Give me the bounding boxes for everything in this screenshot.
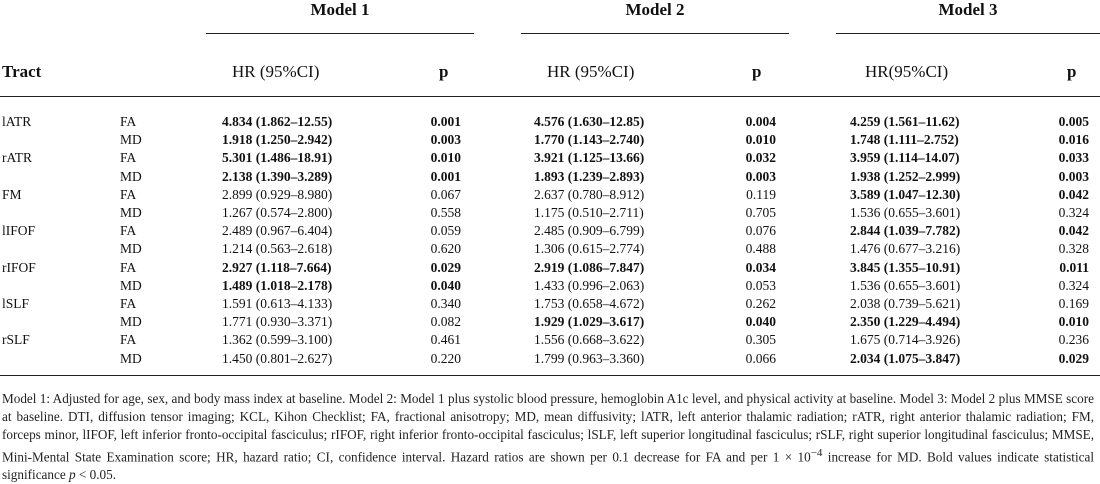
hr-cell-model-2: 1.753 (0.658–4.672): [534, 296, 645, 311]
footnote-main: Model 1: Adjusted for age, sex, and body mass index at baseline. Model 2: Model 1 plus systolic blood pressure, hemoglobin A1c level, and physical activity at baseline. Model 3: Model 2 plus MMSE score at baseline. DTI, diffusion tensor imaging; KCL, Kihon Checklist; FA, fractional anisotropy; MD, mean diffusivity; lATR, left anterior thalamic radiation; rATR, right anterior thalamic radiation; FM, forceps minor, lIFOF, left inferior fronto-occipital fasciculus; rIFOF, right inferior fronto-occipital fasciculus; lSLF, left superior longitudinal fasciculus; rSLF, right superior longitudinal fasciculus; MMSE, Mini-Mental State Examination score; HR, hazard ratio; CI, confidence interval. Hazard ratios are shown per 0.1 decrease for FA and per 1 × 10: [2, 391, 1094, 465]
hr-cell-model-1: 1.918 (1.250–2.942): [222, 132, 333, 147]
measure-label: MD: [120, 132, 142, 147]
p-header-model-1: p: [439, 62, 449, 81]
model-2-rule: [521, 33, 789, 34]
p-cell-model-2: 0.034: [745, 260, 776, 275]
p-cell-model-1: 0.558: [430, 205, 461, 220]
footnote-p-symbol: p: [69, 467, 76, 483]
hr-cell-model-1: 1.489 (1.018–2.178): [222, 278, 333, 293]
hr-cell-model-3: 3.845 (1.355–10.91): [850, 260, 961, 275]
measure-label: FA: [120, 150, 137, 165]
hr-cell-model-2: 1.929 (1.029–3.617): [534, 314, 645, 329]
hr-cell-model-3: 1.675 (0.714–3.926): [850, 332, 961, 347]
measure-label: FA: [120, 223, 137, 238]
tract-name: lATR: [2, 114, 32, 129]
hr-cell-model-3: 1.476 (0.677–3.216): [850, 241, 961, 256]
hr-cell-model-2: 1.799 (0.963–3.360): [534, 351, 645, 366]
p-cell-model-1: 0.620: [430, 241, 461, 256]
p-cell-model-2: 0.262: [745, 296, 776, 311]
hr-cell-model-1: 1.450 (0.801–2.627): [222, 351, 333, 366]
p-cell-model-1: 0.010: [430, 150, 461, 165]
footnote-exponent: −4: [810, 447, 823, 459]
tract-name: lSLF: [2, 296, 30, 311]
p-cell-model-2: 0.032: [745, 150, 776, 165]
hr-cell-model-3: 1.536 (0.655–3.601): [850, 278, 961, 293]
hr-cell-model-2: 1.433 (0.996–2.063): [534, 278, 645, 293]
hr-cell-model-3: 3.959 (1.114–14.07): [850, 150, 960, 165]
hr-header-model-2: HR (95%CI): [547, 62, 635, 81]
hr-cell-model-1: 1.591 (0.613–4.133): [222, 296, 333, 311]
p-cell-model-1: 0.003: [430, 132, 461, 147]
p-cell-model-2: 0.003: [745, 169, 776, 184]
model-3-rule: [836, 33, 1100, 34]
hr-cell-model-1: 2.927 (1.118–7.664): [222, 260, 332, 275]
table-footnote: [2, 390, 1094, 484]
tract-name: rSLF: [2, 332, 30, 347]
hr-cell-model-2: 1.770 (1.143–2.740): [534, 132, 645, 147]
p-cell-model-3: 0.324: [1058, 205, 1089, 220]
hr-cell-model-1: 1.267 (0.574–2.800): [222, 205, 333, 220]
hr-cell-model-3: 2.038 (0.739–5.621): [850, 296, 961, 311]
hr-cell-model-1: 4.834 (1.862–12.55): [222, 114, 333, 129]
p-cell-model-2: 0.010: [745, 132, 776, 147]
tract-header: Tract: [2, 62, 42, 81]
tract-name: FM: [2, 187, 22, 202]
hr-cell-model-2: 1.306 (0.615–2.774): [534, 241, 645, 256]
model-1-header: Model 1: [310, 0, 370, 19]
hr-cell-model-1: 1.362 (0.599–3.100): [222, 332, 333, 347]
header-rule: [0, 96, 1100, 97]
p-header-model-2: p: [752, 62, 762, 81]
p-cell-model-1: 0.001: [430, 114, 461, 129]
p-cell-model-3: 0.169: [1058, 296, 1089, 311]
footnote-threshold: < 0.05.: [75, 467, 117, 483]
p-cell-model-2: 0.488: [745, 241, 776, 256]
p-cell-model-1: 0.220: [430, 351, 461, 366]
p-cell-model-3: 0.005: [1058, 114, 1089, 129]
model-3-header: Model 3: [938, 0, 998, 19]
hr-cell-model-3: 3.589 (1.047–12.30): [850, 187, 961, 202]
p-cell-model-3: 0.042: [1058, 223, 1089, 238]
hr-cell-model-3: 2.034 (1.075–3.847): [850, 351, 961, 366]
tract-name: lIFOF: [2, 223, 36, 238]
hr-cell-model-2: 1.556 (0.668–3.622): [534, 332, 645, 347]
p-cell-model-1: 0.067: [430, 187, 461, 202]
hr-header-model-3: HR(95%CI): [865, 62, 949, 81]
hr-cell-model-1: 1.771 (0.930–3.371): [222, 314, 333, 329]
p-cell-model-1: 0.001: [430, 169, 461, 184]
hr-cell-model-2: 2.919 (1.086–7.847): [534, 260, 645, 275]
hr-cell-model-3: 2.350 (1.229–4.494): [850, 314, 961, 329]
hr-cell-model-3: 1.536 (0.655–3.601): [850, 205, 961, 220]
p-cell-model-2: 0.004: [745, 114, 776, 129]
measure-label: FA: [120, 332, 137, 347]
p-cell-model-3: 0.010: [1058, 314, 1089, 329]
hr-header-model-1: HR (95%CI): [232, 62, 320, 81]
bottom-rule: [0, 375, 1100, 376]
hr-cell-model-2: 2.637 (0.780–8.912): [534, 187, 645, 202]
hr-cell-model-1: 2.138 (1.390–3.289): [222, 169, 333, 184]
p-cell-model-2: 0.040: [745, 314, 776, 329]
tract-name: rIFOF: [2, 260, 36, 275]
measure-label: MD: [120, 314, 142, 329]
measure-label: FA: [120, 260, 137, 275]
hr-cell-model-2: 1.175 (0.510–2.711): [534, 205, 644, 220]
p-cell-model-1: 0.461: [430, 332, 461, 347]
p-cell-model-2: 0.305: [745, 332, 776, 347]
measure-label: MD: [120, 351, 142, 366]
footnote-tail: increase for MD. Bold values indicate statistical significance: [2, 449, 1094, 483]
hr-cell-model-1: 2.489 (0.967–6.404): [222, 223, 333, 238]
p-cell-model-3: 0.042: [1058, 187, 1089, 202]
p-cell-model-3: 0.016: [1058, 132, 1089, 147]
p-cell-model-1: 0.082: [430, 314, 461, 329]
hr-cell-model-2: 1.893 (1.239–2.893): [534, 169, 645, 184]
hr-cell-model-3: 1.938 (1.252–2.999): [850, 169, 961, 184]
measure-label: MD: [120, 241, 142, 256]
measure-label: MD: [120, 205, 142, 220]
tract-name: rATR: [2, 150, 32, 165]
hr-cell-model-2: 2.485 (0.909–6.799): [534, 223, 645, 238]
p-cell-model-1: 0.340: [430, 296, 461, 311]
measure-label: FA: [120, 187, 137, 202]
p-cell-model-3: 0.236: [1058, 332, 1089, 347]
model-1-rule: [206, 33, 474, 34]
measure-label: FA: [120, 114, 137, 129]
p-cell-model-1: 0.029: [430, 260, 461, 275]
p-cell-model-3: 0.011: [1059, 260, 1089, 275]
hr-cell-model-3: 4.259 (1.561–11.62): [850, 114, 960, 129]
hr-cell-model-1: 2.899 (0.929–8.980): [222, 187, 333, 202]
measure-label: FA: [120, 296, 137, 311]
p-cell-model-3: 0.324: [1058, 278, 1089, 293]
p-cell-model-1: 0.059: [430, 223, 461, 238]
p-cell-model-2: 0.076: [745, 223, 776, 238]
p-cell-model-1: 0.040: [430, 278, 461, 293]
p-cell-model-3: 0.003: [1058, 169, 1089, 184]
hr-cell-model-2: 3.921 (1.125–13.66): [534, 150, 645, 165]
p-cell-model-3: 0.328: [1058, 241, 1089, 256]
measure-label: MD: [120, 278, 142, 293]
p-cell-model-3: 0.029: [1058, 351, 1089, 366]
model-2-header: Model 2: [625, 0, 685, 19]
p-header-model-3: p: [1067, 62, 1077, 81]
hr-cell-model-1: 5.301 (1.486–18.91): [222, 150, 333, 165]
p-cell-model-3: 0.033: [1058, 150, 1089, 165]
hr-cell-model-2: 4.576 (1.630–12.85): [534, 114, 645, 129]
p-cell-model-2: 0.053: [745, 278, 776, 293]
p-cell-model-2: 0.705: [745, 205, 776, 220]
measure-label: MD: [120, 169, 142, 184]
p-cell-model-2: 0.119: [746, 187, 776, 202]
hr-cell-model-3: 1.748 (1.111–2.752): [850, 132, 959, 147]
hr-cell-model-1: 1.214 (0.563–2.618): [222, 241, 333, 256]
hr-cell-model-3: 2.844 (1.039–7.782): [850, 223, 961, 238]
p-cell-model-2: 0.066: [745, 351, 776, 366]
